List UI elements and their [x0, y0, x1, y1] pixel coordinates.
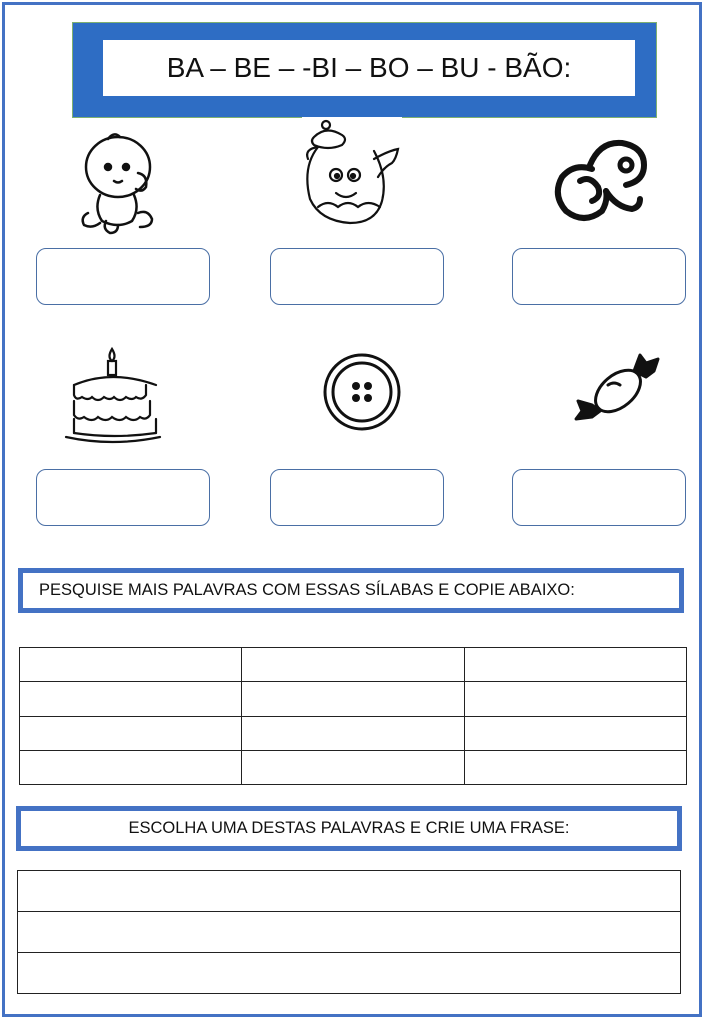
- sentence-line: [18, 871, 681, 912]
- table-cell[interactable]: [464, 750, 686, 784]
- page-title: BA – BE – -BI – BO – BU - BÃO:: [103, 40, 635, 96]
- answer-box-2[interactable]: [270, 248, 444, 305]
- sentence-line: [18, 953, 681, 994]
- table-row: [20, 750, 687, 784]
- table-cell[interactable]: [242, 682, 464, 716]
- sentence-field[interactable]: [18, 871, 681, 912]
- answer-box-1[interactable]: [36, 248, 210, 305]
- answer-box-3[interactable]: [512, 248, 686, 305]
- table-cell[interactable]: [242, 750, 464, 784]
- pacifier-icon: [550, 135, 650, 227]
- sentence-line: [18, 912, 681, 953]
- research-instruction: PESQUISE MAIS PALAVRAS COM ESSAS SÍLABAS E COPIE ABAIXO:: [39, 581, 575, 599]
- word-table: [19, 647, 687, 785]
- sentence-field[interactable]: [18, 912, 681, 953]
- cake-icon: [64, 345, 162, 445]
- answer-box-4[interactable]: [36, 469, 210, 526]
- table-cell[interactable]: [242, 648, 464, 682]
- table-row: [20, 716, 687, 750]
- sentence-lines: [17, 870, 681, 994]
- table-cell[interactable]: [20, 648, 242, 682]
- table-cell[interactable]: [20, 750, 242, 784]
- answer-box-6[interactable]: [512, 469, 686, 526]
- table-row: [20, 648, 687, 682]
- table-cell[interactable]: [242, 716, 464, 750]
- baby-icon: [78, 125, 163, 237]
- table-cell[interactable]: [464, 716, 686, 750]
- table-cell[interactable]: [464, 682, 686, 716]
- research-instruction-banner: [18, 568, 684, 613]
- sentence-field[interactable]: [18, 953, 681, 994]
- table-cell[interactable]: [20, 716, 242, 750]
- table-cell[interactable]: [20, 682, 242, 716]
- table-cell[interactable]: [464, 648, 686, 682]
- button-icon: [322, 352, 402, 432]
- sentence-instruction-banner: [16, 806, 682, 851]
- candy-icon: [572, 345, 664, 437]
- table-row: [20, 682, 687, 716]
- sentence-instruction: ESCOLHA UMA DESTAS PALAVRAS E CRIE UMA FRASE:: [128, 819, 570, 837]
- teapot-icon: [300, 115, 404, 231]
- answer-box-5[interactable]: [270, 469, 444, 526]
